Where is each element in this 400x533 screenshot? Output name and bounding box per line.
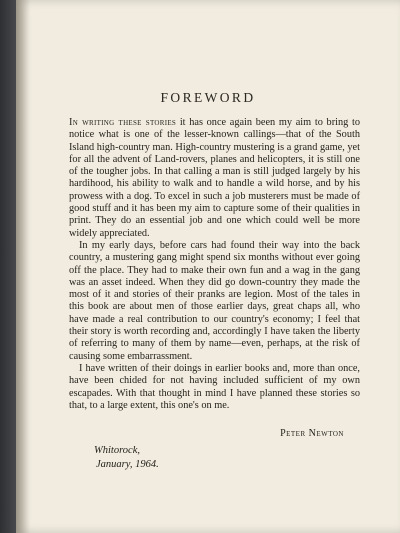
paragraph-lead: In writing these stories [69,117,177,128]
paragraph-text: it has once again been my aim to bring to notice what is one of the lesser-known callings—that of the South Island high-country man. High-country mustering is a grand game, yet for all the advent of Land-rovers, planes and helicopters, it is still one of the tougher jobs. In that calling a man is still judged largely by his hardihood, his ability to walk and to handle a wild horse, and by his prowess with a dog. To excel in such a job musterers must be made of good stuff and it has been my aim to capture some of their qualities in print. They do an essential job and one which could well be more widely appreciated. [69,117,360,239]
page-title: FOREWORD [160,90,256,105]
dateline [94,444,159,472]
paragraph-3 [69,363,360,412]
book-page [16,0,400,533]
paragraph-text: I have written of their doings in earlier books and, more than once, have been chided for not having included sufficient of my own escapades. With that thought in mind I have planned these stories so that, to a large extent, this one's on me. [69,362,360,411]
date: January, 1964. [96,459,159,470]
paragraph-2 [69,240,360,363]
place-name: Whitorock, [94,445,140,456]
paragraph-text: In my early days, before cars had found their way into the back country, a mustering gang might spend six months without ever going off the place. They had to make their own fun and a wag in the gang was an asset indeed. When they did go down-country they made the most of it and stories of their pranks are legion. Most of the tales in this book are about men of those earlier days, great chaps all, who have made a real contribution to our country's economy; I feel that their story is worth recording and, accordingly I have taken the liberty of referring to many of them by name—even, perhaps, at the risk of causing some embarrassment. [69,239,360,362]
foreword-body [69,117,360,412]
paragraph-1 [69,117,360,240]
author-signature: Peter Newton [280,428,344,439]
gutter-shadow [16,0,30,533]
